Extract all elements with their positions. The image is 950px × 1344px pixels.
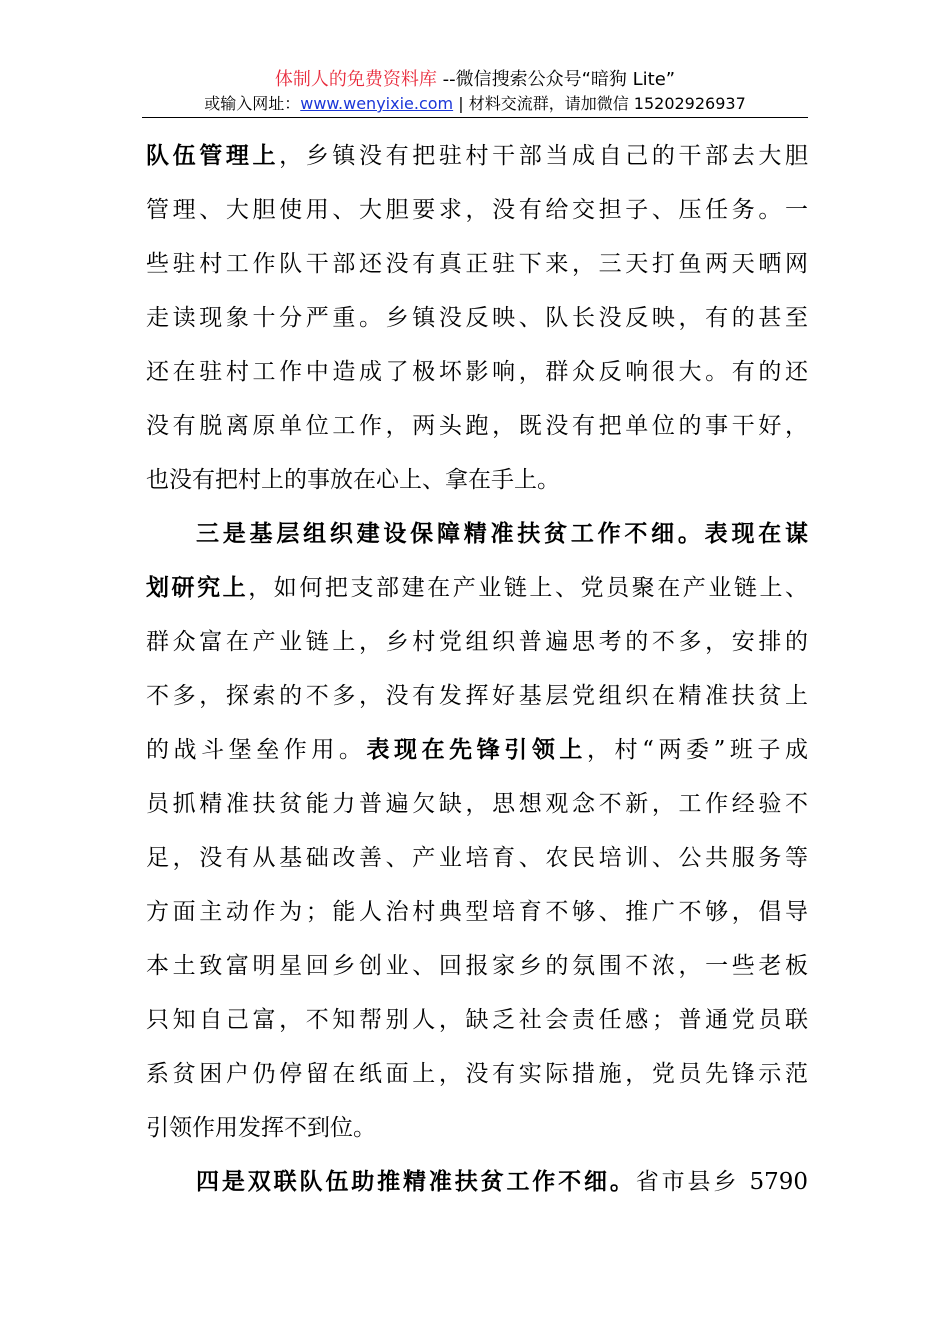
text-line: [146, 183, 808, 237]
text-line: [146, 453, 808, 507]
page-header: [0, 68, 950, 115]
text-run: 引领作用发挥不到位。: [146, 1115, 376, 1141]
header-contact-line: [0, 93, 950, 115]
bold-text-run: 表现在先锋引领上: [366, 737, 587, 763]
text-run: 系贫困户仍停留在纸面上，没有实际措施，党员先锋示范: [146, 1061, 808, 1087]
contact-info: | 材料交流群，请加微信 15202926937: [453, 94, 746, 113]
brand-name: 体制人的免费资料库: [274, 69, 437, 90]
text-line: [146, 723, 808, 777]
header-divider: [142, 117, 808, 118]
text-run: 只知自己富，不知帮别人，缺乏社会责任感；普通党员联: [146, 1007, 808, 1033]
header-title-line: [0, 68, 950, 92]
text-line: [146, 1047, 808, 1101]
text-run: 还在驻村工作中造成了极坏影响，群众反响很大。有的还: [146, 359, 808, 385]
text-run: 没有脱离原单位工作，两头跑，既没有把单位的事干好，: [146, 413, 808, 439]
text-line: [146, 993, 808, 1047]
text-line: [146, 291, 808, 345]
document-body: [146, 129, 808, 1209]
text-run: ，村“两委”班子成: [587, 737, 809, 763]
text-run: ，乡镇没有把驻村干部当成自己的干部去大胆: [279, 143, 808, 169]
text-run: 省市县乡 5790: [635, 1169, 808, 1195]
text-run: 的战斗堡垒作用。: [146, 737, 367, 763]
text-line: [146, 129, 808, 183]
text-run: 管理、大胆使用、大胆要求，没有给交担子、压任务。一: [146, 197, 808, 223]
text-line: [146, 237, 808, 291]
text-line: [146, 777, 808, 831]
bold-text-run: 四是双联队伍助推精准扶贫工作不细。: [196, 1169, 636, 1195]
text-line: [146, 669, 808, 723]
header-tagline: --微信搜索公众号“暗狗 Lite”: [436, 69, 676, 90]
text-run: 员抓精准扶贫能力普遍欠缺，思想观念不新，工作经验不: [146, 791, 808, 817]
text-run: 本土致富明星回乡创业、回报家乡的氛围不浓，一些老板: [146, 953, 808, 979]
text-line: [146, 1155, 808, 1209]
text-line: [146, 507, 808, 561]
text-line: [146, 345, 808, 399]
text-line: [146, 615, 808, 669]
bold-text-run: 划研究上: [146, 575, 249, 601]
text-run: 群众富在产业链上，乡村党组织普遍思考的不多，安排的: [146, 629, 808, 655]
text-run: 些驻村工作队干部还没有真正驻下来，三天打鱼两天晒网: [146, 251, 808, 277]
text-run: ，如何把支部建在产业链上、党员聚在产业链上、: [248, 575, 809, 601]
text-run: 足，没有从基础改善、产业培育、农民培训、公共服务等: [146, 845, 808, 871]
text-line: [146, 831, 808, 885]
bold-text-run: 队伍管理上: [146, 143, 280, 169]
text-line: [146, 561, 808, 615]
text-run: 也没有把村上的事放在心上、拿在手上。: [146, 467, 560, 493]
url-prefix: 或输入网址：: [204, 94, 301, 113]
text-line: [146, 939, 808, 993]
text-run: 不多，探索的不多，没有发挥好基层党组织在精准扶贫上: [146, 683, 808, 709]
bold-text-run: 三是基层组织建设保障精准扶贫工作不细。表现在谋: [196, 521, 808, 547]
text-run: 走读现象十分严重。乡镇没反映、队长没反映，有的甚至: [146, 305, 808, 331]
text-line: [146, 885, 808, 939]
text-run: 方面主动作为；能人治村典型培育不够、推广不够，倡导: [146, 899, 808, 925]
website-link[interactable]: www.wenyixie.com: [300, 94, 454, 113]
text-line: [146, 399, 808, 453]
text-line: [146, 1101, 808, 1155]
